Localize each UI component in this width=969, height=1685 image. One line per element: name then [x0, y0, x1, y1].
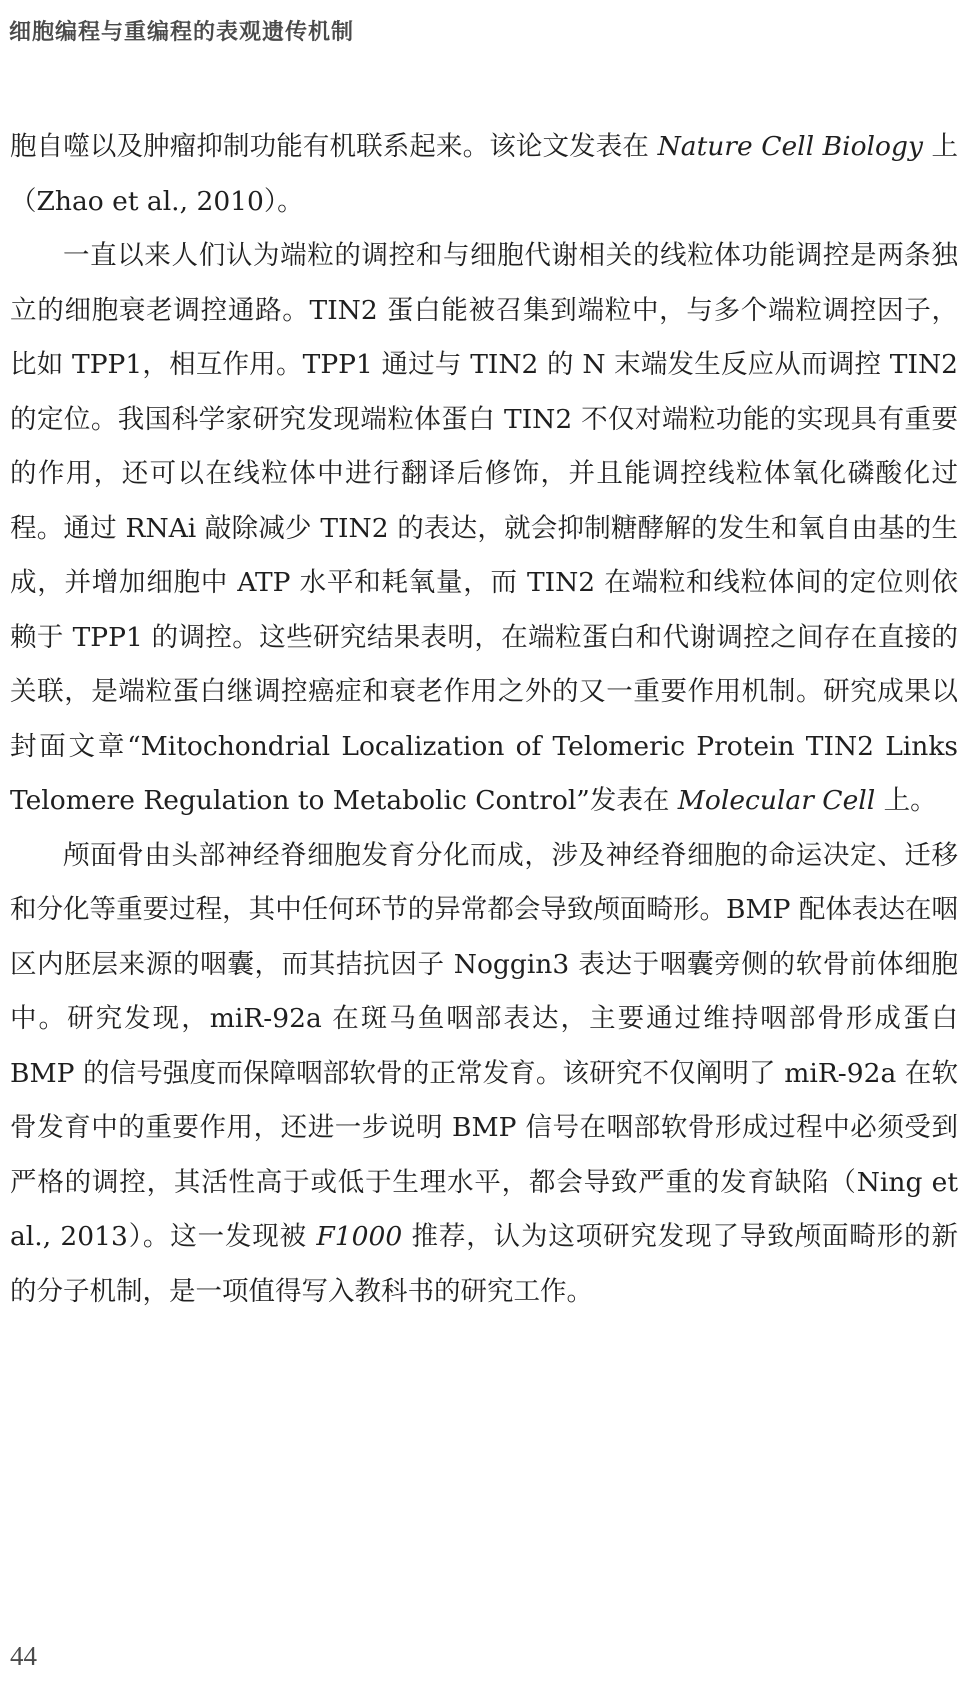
paragraph-3	[10, 829, 958, 1320]
running-head: 细胞编程与重编程的表观遗传机制	[9, 20, 355, 45]
page-number: 44	[10, 1641, 37, 1671]
journal-name-nature-cell-biology: Nature Cell Biology	[657, 131, 923, 162]
paragraph-1-text: 胞自噬以及肿瘤抑制功能有机联系起来。该论文发表在	[10, 131, 658, 162]
body-text	[10, 120, 958, 1319]
paragraph-2-text: 一直以来人们认为端粒的调控和与细胞代谢相关的线粒体功能调控是两条独立的细胞衰老调控通路。TIN2 蛋白能被召集到端粒中，与多个端粒调控因子，比如 TPP1，相互作用。TPP1 通过与 TIN2 的 N 末端发生反应从而调控 TIN2 的定位。我国科学家研究发现端粒体蛋白 TIN2 不仅对端粒功能的实现具有重要的作用，还可以在线粒体中进行翻译后修饰，并且能调控线粒体氧化磷酸化过程。通过 RNAi 敲除减少 TIN2 的表达，就会抑制糖酵解的发生和氧自由基的生成，并增加细胞中 ATP 水平和耗氧量，而 TIN2 在端粒和线粒体间的定位则依赖于 TPP1 的调控。这些研究结果表明，在端粒蛋白和代谢调控之间存在直接的关联，是端粒蛋白继调控癌症和衰老作用之外的又一重要作用机制。研究成果以封面文章“Mitochondrial Localization of Telomeric Protein TIN2 Links Telomere Regulation to Metabolic Control”发表在	[10, 240, 958, 816]
header-divider	[0, 56, 969, 57]
paragraph-3-text: 颅面骨由头部神经脊细胞发育分化而成，涉及神经脊细胞的命运决定、迁移和分化等重要过程，其中任何环节的异常都会导致颅面畸形。BMP 配体表达在咽区内胚层来源的咽囊，而其拮抗因子 Noggin3 表达于咽囊旁侧的软骨前体细胞中。研究发现，miR-92a 在斑马鱼咽部表达，主要通过维持咽部骨形成蛋白 BMP 的信号强度而保障咽部软骨的正常发育。该研究不仅阐明了 miR-92a 在软骨发育中的重要作用，还进一步说明 BMP 信号在咽部软骨形成过程中必须受到严格的调控，其活性高于或低于生理水平，都会导致严重的发育缺陷（Ning et al., 2013）。这一发现被	[10, 839, 958, 1252]
journal-name-f1000: F1000	[316, 1221, 403, 1252]
paragraph-2-end: 上。	[875, 785, 937, 816]
paragraph-1	[10, 120, 958, 229]
paragraph-1-citation: 上（Zhao et al., 2010）。	[10, 131, 958, 217]
journal-name-molecular-cell: Molecular Cell	[677, 785, 876, 816]
paragraph-2	[10, 229, 958, 829]
paragraph-3-end: 推荐，认为这项研究发现了导致颅面畸形的新的分子机制，是一项值得写入教科书的研究工作。	[10, 1221, 958, 1307]
